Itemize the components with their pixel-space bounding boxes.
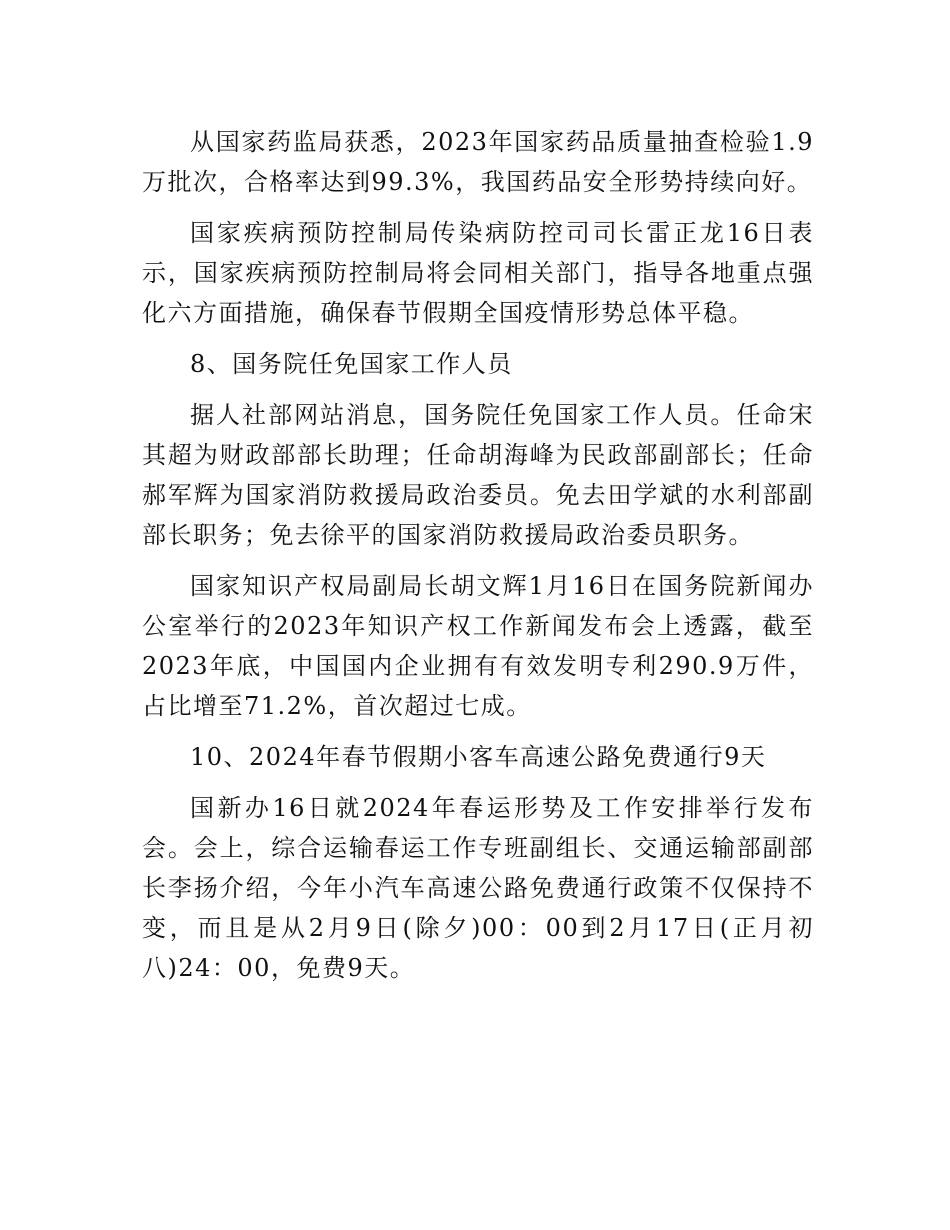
section-heading-appointments: 8、国务院任免国家工作人员 bbox=[190, 350, 513, 378]
paragraph-drug-inspection: 从国家药监局获悉，2023年国家药品质量抽查检验1.9万批次，合格率达到99.3%，我国药品安全形势持续向好。 bbox=[142, 128, 814, 196]
document-body bbox=[142, 122, 814, 999]
paragraph-appointments: 据人社部网站消息，国务院任免国家工作人员。任命宋其超为财政部部长助理；任命胡海峰为民政部副部长；任命郝军辉为国家消防救援局政治委员。免去田学斌的水利部副部长职务；免去徐平的国家消防救援局政治委员职务。 bbox=[142, 401, 814, 549]
paragraph-patents: 国家知识产权局副局长胡文辉1月16日在国务院新闻办公室举行的2023年知识产权工作新闻发布会上透露，截至2023年底，中国国内企业拥有有效发明专利290.9万件，占比增至71.2%，首次超过七成。 bbox=[142, 572, 814, 720]
paragraph-toll-free: 国新办16日就2024年春运形势及工作安排举行发布会。会上，综合运输春运工作专班副组长、交通运输部副部长李扬介绍，今年小汽车高速公路免费通行政策不仅保持不变，而且是从2月9日(除夕)00：00到2月17日(正月初八)24：00，免费9天。 bbox=[142, 794, 814, 982]
section-heading-toll-free: 10、2024年春节假期小客车高速公路免费通行9天 bbox=[190, 743, 767, 771]
paragraph-disease-control: 国家疾病预防控制局传染病防控司司长雷正龙16日表示，国家疾病预防控制局将会同相关部门，指导各地重点强化六方面措施，确保春节假期全国疫情形势总体平稳。 bbox=[142, 219, 814, 327]
